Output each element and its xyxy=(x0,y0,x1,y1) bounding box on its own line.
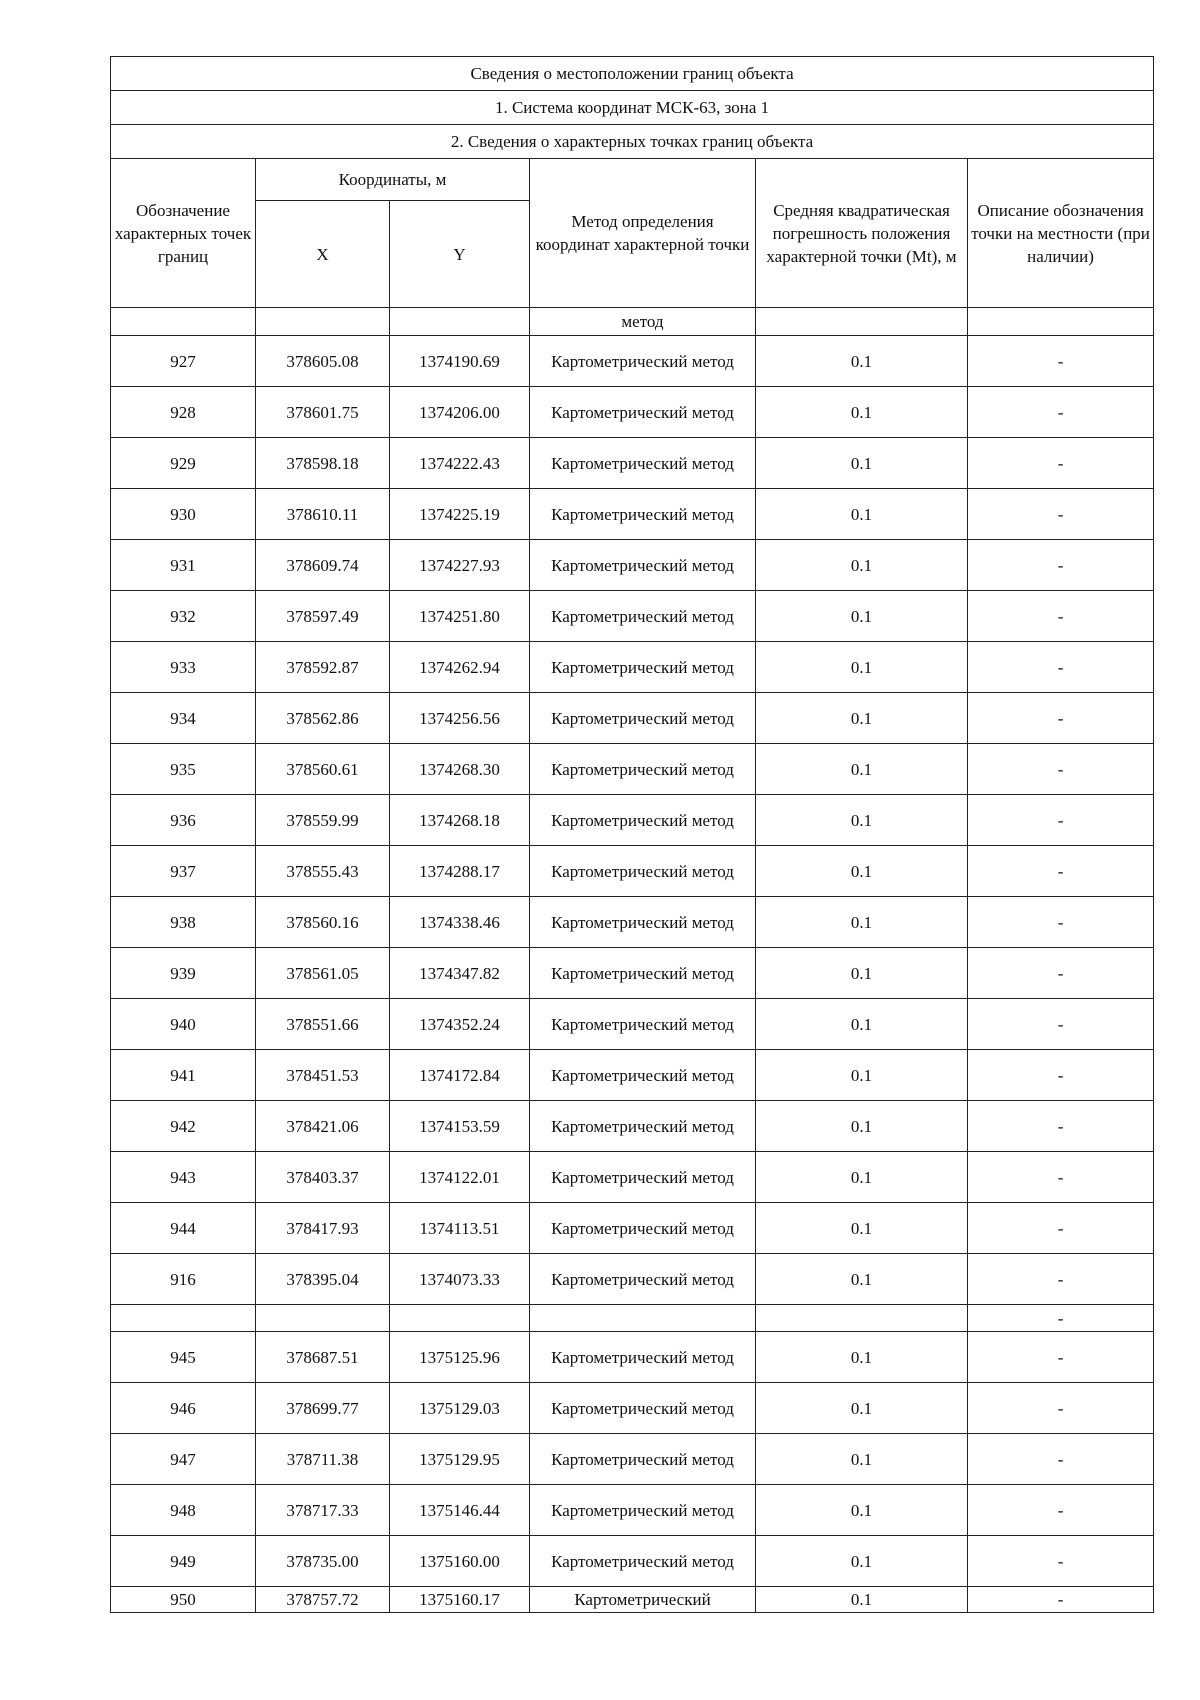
cell-error: 0.1 xyxy=(756,1485,968,1536)
cell-point: 944 xyxy=(111,1203,256,1254)
table-row xyxy=(111,489,1154,540)
cell-description: - xyxy=(968,1050,1154,1101)
cell-point: 939 xyxy=(111,948,256,999)
cell-description: - xyxy=(968,387,1154,438)
cell-error: 0.1 xyxy=(756,897,968,948)
cell-point: 933 xyxy=(111,642,256,693)
cell-method: Картометрический метод xyxy=(530,1536,756,1587)
cell-x: 378451.53 xyxy=(256,1050,390,1101)
table-row xyxy=(111,744,1154,795)
cell-x: 378562.86 xyxy=(256,693,390,744)
separator-row xyxy=(111,1305,1154,1332)
cell-x: 378597.49 xyxy=(256,591,390,642)
cell-error xyxy=(756,308,968,336)
table-row xyxy=(111,591,1154,642)
cell-method: Картометрический метод xyxy=(530,999,756,1050)
cell-error: 0.1 xyxy=(756,1383,968,1434)
header-method: Метод определения координат характерной точки xyxy=(530,159,756,308)
cell-method: Картометрический метод xyxy=(530,1050,756,1101)
cell-method: Картометрический метод xyxy=(530,948,756,999)
cell-x: 378609.74 xyxy=(256,540,390,591)
table-row xyxy=(111,1536,1154,1587)
table-row xyxy=(111,1434,1154,1485)
cell-y: 1374225.19 xyxy=(390,489,530,540)
table-row xyxy=(111,1152,1154,1203)
cell-error: 0.1 xyxy=(756,336,968,387)
cell-y: 1374256.56 xyxy=(390,693,530,744)
cell-point: 949 xyxy=(111,1536,256,1587)
cell-method: Картометрический метод xyxy=(530,1152,756,1203)
cell-point: 938 xyxy=(111,897,256,948)
header-description: Описание обозначения точки на местности (при наличии) xyxy=(968,159,1154,308)
cell-y: 1374338.46 xyxy=(390,897,530,948)
table-row xyxy=(111,1332,1154,1383)
cell-point: 932 xyxy=(111,591,256,642)
cell-description: - xyxy=(968,948,1154,999)
cell-y xyxy=(390,1305,530,1332)
cell-point: 943 xyxy=(111,1152,256,1203)
cell-method: Картометрический метод xyxy=(530,1332,756,1383)
cell-description: - xyxy=(968,846,1154,897)
cell-x: 378403.37 xyxy=(256,1152,390,1203)
table-row xyxy=(111,1101,1154,1152)
cell-point: 941 xyxy=(111,1050,256,1101)
cell-method: Картометрический метод xyxy=(530,489,756,540)
cell-x: 378592.87 xyxy=(256,642,390,693)
cell-point: 940 xyxy=(111,999,256,1050)
coordinate-system-title: 1. Система координат МСК-63, зона 1 xyxy=(111,91,1154,125)
cell-description: - xyxy=(968,540,1154,591)
cell-y: 1374073.33 xyxy=(390,1254,530,1305)
header-error: Средняя квадратическая погрешность положения характерной точки (Mt), м xyxy=(756,159,968,308)
cell-method: Картометрический метод xyxy=(530,642,756,693)
cell-description: - xyxy=(968,1203,1154,1254)
cell-method: Картометрический метод xyxy=(530,438,756,489)
cell-method: Картометрический метод xyxy=(530,1203,756,1254)
boundary-points-table xyxy=(110,56,1154,1613)
cell-y: 1375160.00 xyxy=(390,1536,530,1587)
cell-description: - xyxy=(968,795,1154,846)
cell-point: 936 xyxy=(111,795,256,846)
cell-y: 1374206.00 xyxy=(390,387,530,438)
cell-description: - xyxy=(968,744,1154,795)
cell-method: метод xyxy=(530,308,756,336)
cell-method: Картометрический метод xyxy=(530,387,756,438)
table-row xyxy=(111,999,1154,1050)
cell-description: - xyxy=(968,1305,1154,1332)
table-row xyxy=(111,438,1154,489)
table-row xyxy=(111,1383,1154,1434)
cell-description: - xyxy=(968,1485,1154,1536)
cell-y: 1375125.96 xyxy=(390,1332,530,1383)
cell-description: - xyxy=(968,336,1154,387)
cell-method: Картометрический метод xyxy=(530,1485,756,1536)
cell-method: Картометрический метод xyxy=(530,897,756,948)
cell-point: 927 xyxy=(111,336,256,387)
cell-method: Картометрический метод xyxy=(530,1383,756,1434)
table-row xyxy=(111,1254,1154,1305)
cell-point: 948 xyxy=(111,1485,256,1536)
cell-y: 1374262.94 xyxy=(390,642,530,693)
cell-method xyxy=(530,1305,756,1332)
cell-x: 378735.00 xyxy=(256,1536,390,1587)
cell-error: 0.1 xyxy=(756,540,968,591)
cell-point: 916 xyxy=(111,1254,256,1305)
cell-method: Картометрический метод xyxy=(530,795,756,846)
cell-error xyxy=(756,1305,968,1332)
cell-y: 1374288.17 xyxy=(390,846,530,897)
cell-method: Картометрический метод xyxy=(530,1101,756,1152)
cell-error: 0.1 xyxy=(756,1434,968,1485)
cell-method: Картометрический метод xyxy=(530,1434,756,1485)
cell-x: 378711.38 xyxy=(256,1434,390,1485)
cell-x: 378395.04 xyxy=(256,1254,390,1305)
cell-x xyxy=(256,1305,390,1332)
cell-point xyxy=(111,308,256,336)
cell-y: 1375129.95 xyxy=(390,1434,530,1485)
cell-error: 0.1 xyxy=(756,948,968,999)
cell-x: 378555.43 xyxy=(256,846,390,897)
cell-point: 942 xyxy=(111,1101,256,1152)
cell-y: 1374268.30 xyxy=(390,744,530,795)
cell-error: 0.1 xyxy=(756,1587,968,1613)
table-row xyxy=(111,540,1154,591)
continuation-row xyxy=(111,308,1154,336)
cell-error: 0.1 xyxy=(756,1050,968,1101)
cell-description: - xyxy=(968,1152,1154,1203)
table-row xyxy=(111,387,1154,438)
cell-x: 378560.16 xyxy=(256,897,390,948)
cell-method: Картометрический xyxy=(530,1587,756,1613)
cell-x xyxy=(256,308,390,336)
cell-error: 0.1 xyxy=(756,693,968,744)
cell-point: 935 xyxy=(111,744,256,795)
table-row xyxy=(111,642,1154,693)
header-x: X xyxy=(256,201,390,308)
table-row xyxy=(111,1485,1154,1536)
cell-error: 0.1 xyxy=(756,1203,968,1254)
cell-x: 378560.61 xyxy=(256,744,390,795)
cell-y: 1374113.51 xyxy=(390,1203,530,1254)
cell-error: 0.1 xyxy=(756,1152,968,1203)
cell-x: 378559.99 xyxy=(256,795,390,846)
cell-description: - xyxy=(968,489,1154,540)
cell-error: 0.1 xyxy=(756,795,968,846)
cell-method: Картометрический метод xyxy=(530,336,756,387)
cell-x: 378421.06 xyxy=(256,1101,390,1152)
cell-x: 378687.51 xyxy=(256,1332,390,1383)
cell-y: 1374352.24 xyxy=(390,999,530,1050)
table-row xyxy=(111,1050,1154,1101)
cell-x: 378601.75 xyxy=(256,387,390,438)
cell-y xyxy=(390,308,530,336)
cell-y: 1374172.84 xyxy=(390,1050,530,1101)
cell-y: 1375129.03 xyxy=(390,1383,530,1434)
cell-method: Картометрический метод xyxy=(530,744,756,795)
cell-point: 934 xyxy=(111,693,256,744)
cell-description: - xyxy=(968,1101,1154,1152)
cell-error: 0.1 xyxy=(756,1536,968,1587)
cell-description: - xyxy=(968,1254,1154,1305)
cell-x: 378757.72 xyxy=(256,1587,390,1613)
cell-error: 0.1 xyxy=(756,846,968,897)
cell-error: 0.1 xyxy=(756,489,968,540)
cell-description: - xyxy=(968,591,1154,642)
table-row xyxy=(111,948,1154,999)
cell-description: - xyxy=(968,897,1154,948)
cell-y: 1374190.69 xyxy=(390,336,530,387)
cell-x: 378610.11 xyxy=(256,489,390,540)
cell-method: Картометрический метод xyxy=(530,846,756,897)
cell-point: 931 xyxy=(111,540,256,591)
cell-y: 1374227.93 xyxy=(390,540,530,591)
cell-description: - xyxy=(968,1587,1154,1613)
header-point: Обозначение характерных точек границ xyxy=(111,159,256,308)
cell-point: 937 xyxy=(111,846,256,897)
cell-y: 1375160.17 xyxy=(390,1587,530,1613)
cell-description: - xyxy=(968,999,1154,1050)
cell-description: - xyxy=(968,693,1154,744)
table-row xyxy=(111,336,1154,387)
cell-error: 0.1 xyxy=(756,387,968,438)
cell-description: - xyxy=(968,1536,1154,1587)
cell-point: 945 xyxy=(111,1332,256,1383)
cell-method: Картометрический метод xyxy=(530,540,756,591)
cell-x: 378717.33 xyxy=(256,1485,390,1536)
cell-y: 1374222.43 xyxy=(390,438,530,489)
cell-description: - xyxy=(968,1383,1154,1434)
cell-description: - xyxy=(968,1434,1154,1485)
table-row xyxy=(111,693,1154,744)
cell-point: 947 xyxy=(111,1434,256,1485)
cell-x: 378605.08 xyxy=(256,336,390,387)
cell-error: 0.1 xyxy=(756,1332,968,1383)
cell-error: 0.1 xyxy=(756,438,968,489)
table-row xyxy=(111,1203,1154,1254)
cell-description xyxy=(968,308,1154,336)
cell-point xyxy=(111,1305,256,1332)
table-row xyxy=(111,897,1154,948)
cell-point: 946 xyxy=(111,1383,256,1434)
table-title: Сведения о местоположении границ объекта xyxy=(111,57,1154,91)
cell-x: 378551.66 xyxy=(256,999,390,1050)
cell-error: 0.1 xyxy=(756,744,968,795)
cell-y: 1374153.59 xyxy=(390,1101,530,1152)
section-title: 2. Сведения о характерных точках границ объекта xyxy=(111,125,1154,159)
cell-error: 0.1 xyxy=(756,1254,968,1305)
cell-description: - xyxy=(968,1332,1154,1383)
cell-y: 1374251.80 xyxy=(390,591,530,642)
cell-error: 0.1 xyxy=(756,999,968,1050)
cell-point: 928 xyxy=(111,387,256,438)
cell-y: 1375146.44 xyxy=(390,1485,530,1536)
cell-error: 0.1 xyxy=(756,591,968,642)
table-row xyxy=(111,846,1154,897)
cell-x: 378598.18 xyxy=(256,438,390,489)
cell-x: 378699.77 xyxy=(256,1383,390,1434)
cell-point: 929 xyxy=(111,438,256,489)
cell-x: 378561.05 xyxy=(256,948,390,999)
cell-point: 930 xyxy=(111,489,256,540)
cell-y: 1374122.01 xyxy=(390,1152,530,1203)
table-row xyxy=(111,795,1154,846)
cell-point: 950 xyxy=(111,1587,256,1613)
cell-description: - xyxy=(968,642,1154,693)
cell-method: Картометрический метод xyxy=(530,1254,756,1305)
cell-error: 0.1 xyxy=(756,642,968,693)
cell-description: - xyxy=(968,438,1154,489)
cell-method: Картометрический метод xyxy=(530,591,756,642)
cell-y: 1374347.82 xyxy=(390,948,530,999)
cell-y: 1374268.18 xyxy=(390,795,530,846)
cell-error: 0.1 xyxy=(756,1101,968,1152)
header-coordinates: Координаты, м xyxy=(256,159,530,201)
cell-x: 378417.93 xyxy=(256,1203,390,1254)
header-y: Y xyxy=(390,201,530,308)
table-row xyxy=(111,1587,1154,1613)
cell-method: Картометрический метод xyxy=(530,693,756,744)
